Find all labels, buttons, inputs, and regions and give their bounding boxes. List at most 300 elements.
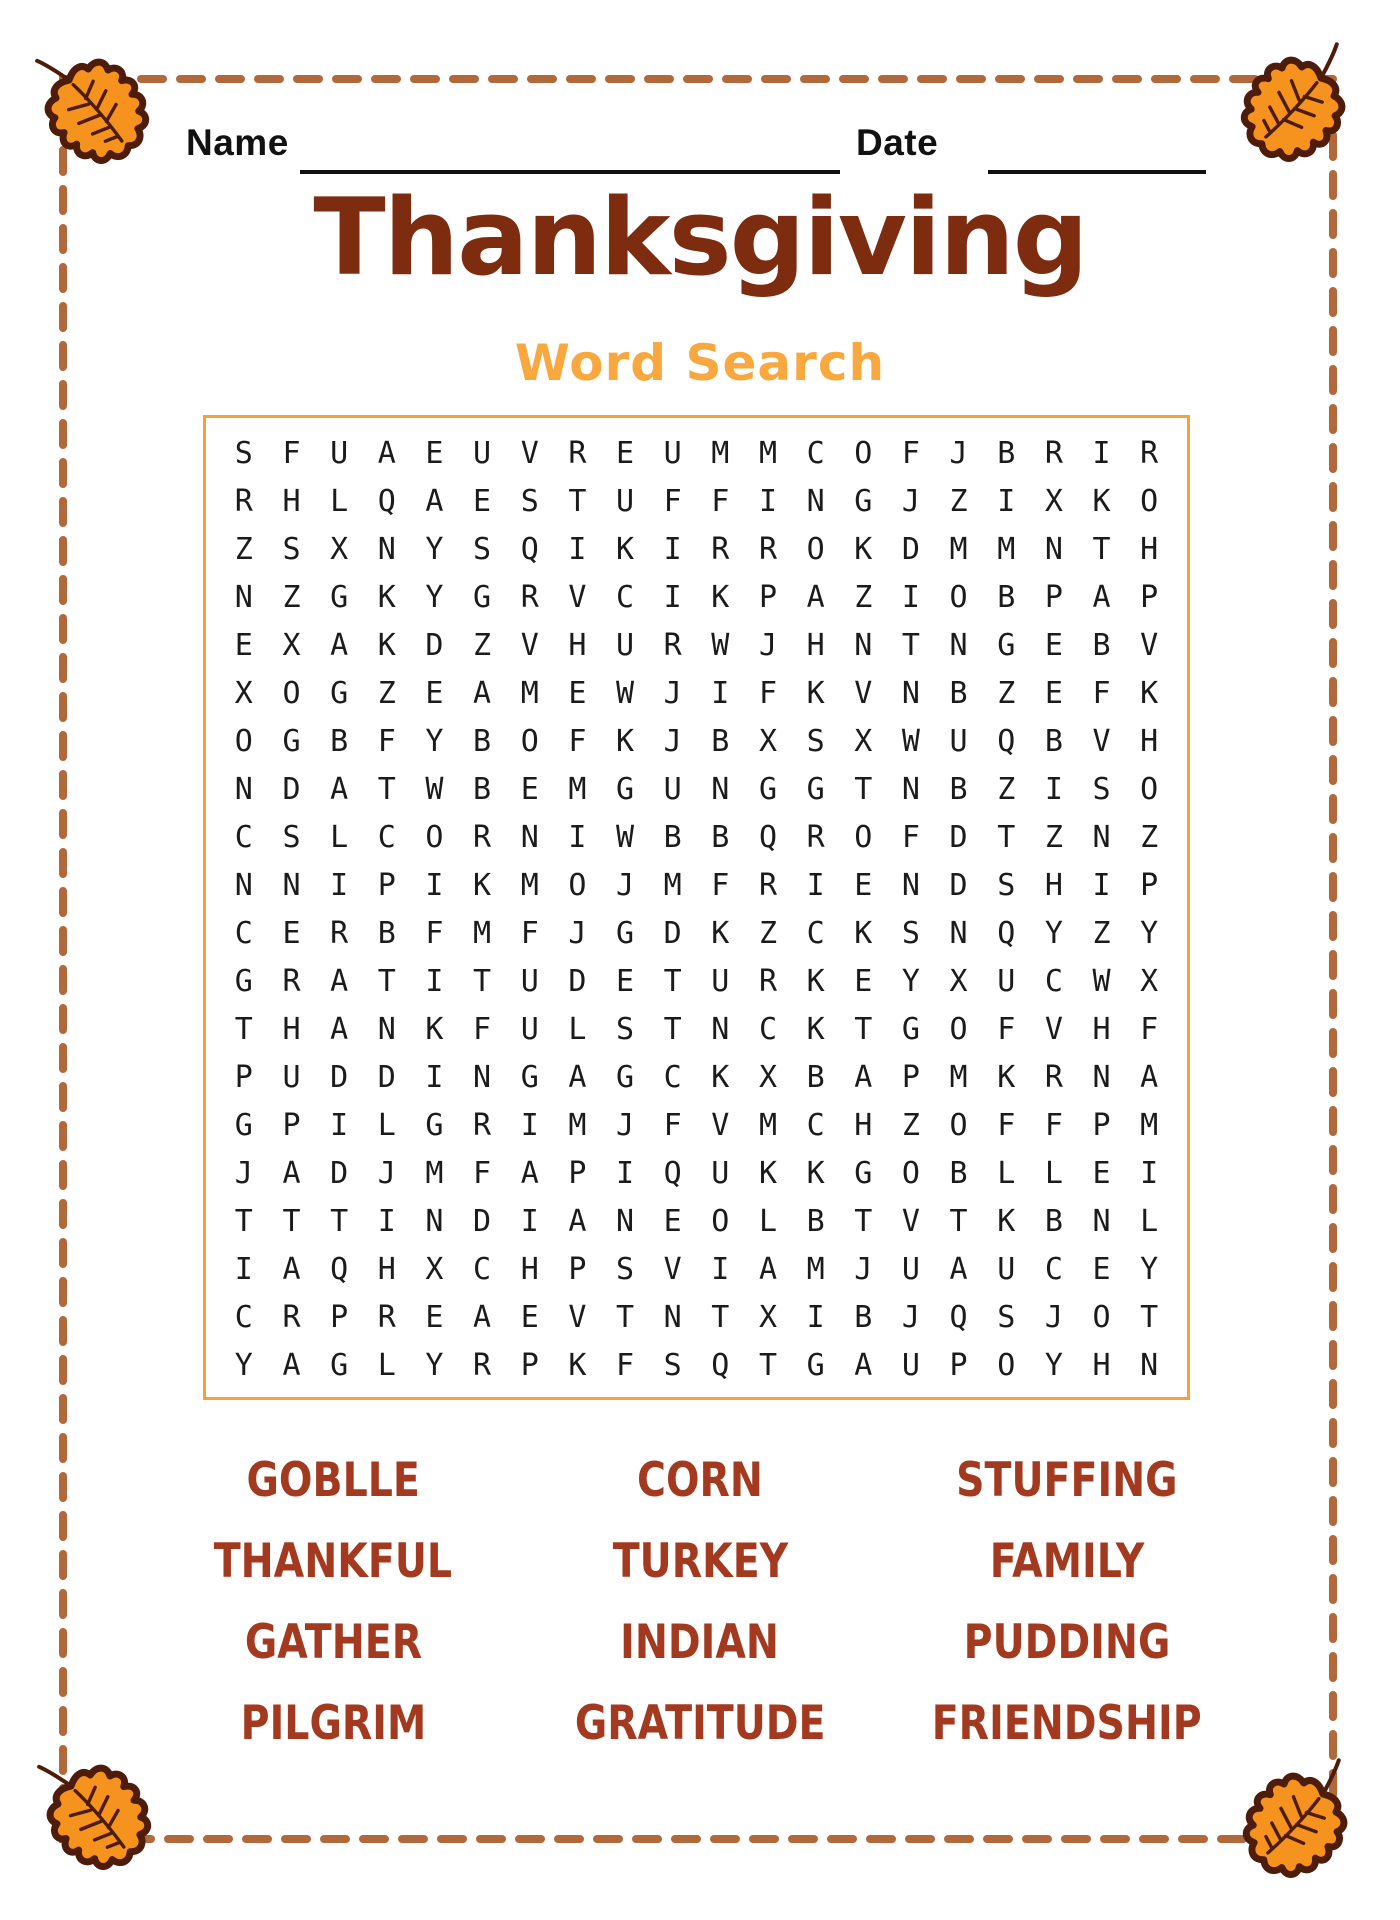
grid-letter: B	[949, 772, 968, 808]
grid-letter: Q	[997, 724, 1016, 760]
grid-letter: B	[1044, 724, 1063, 760]
grid-letter: F	[663, 484, 682, 520]
grid-letter: F	[711, 484, 730, 520]
grid-letter: J	[901, 484, 920, 520]
grid-letter: I	[425, 1059, 444, 1095]
grid-letter: I	[520, 1203, 539, 1239]
grid-letter: V	[711, 1107, 730, 1143]
grid-letter: I	[568, 820, 587, 856]
grid-letter: A	[330, 963, 349, 999]
grid-letter: T	[854, 1203, 873, 1239]
oak-leaf-icon	[20, 1732, 170, 1882]
grid-letter: G	[234, 1107, 253, 1143]
grid-letter: B	[806, 1059, 825, 1095]
grid-letter: I	[234, 1251, 253, 1287]
grid-letter: E	[425, 1299, 444, 1335]
grid-letter: S	[520, 484, 539, 520]
grid-letter: I	[520, 1107, 539, 1143]
grid-letter: O	[568, 868, 587, 904]
grid-letter: N	[901, 676, 920, 712]
grid-letter: X	[425, 1251, 444, 1287]
grid-letter: K	[377, 628, 396, 664]
grid-letter: B	[330, 724, 349, 760]
grid-letter: K	[615, 532, 635, 568]
grid-letter: I	[1044, 772, 1063, 808]
grid-letter: G	[615, 1059, 635, 1095]
grid-letter: W	[615, 820, 635, 856]
page-subtitle: Word Search	[514, 334, 886, 392]
grid-letter: A	[568, 1059, 587, 1095]
grid-letter: R	[568, 436, 587, 472]
grid-letter: Y	[234, 1347, 253, 1383]
grid-letter: F	[758, 676, 777, 712]
grid-letter: U	[901, 1251, 920, 1287]
grid-letter: X	[854, 724, 873, 760]
grid-letter: T	[949, 1203, 968, 1239]
grid-letter: Z	[282, 580, 301, 616]
grid-letter: N	[1092, 1203, 1111, 1239]
grid-letter: G	[330, 580, 349, 616]
grid-letter: O	[1140, 484, 1159, 520]
grid-letter: N	[473, 1059, 492, 1095]
grid-letter: I	[615, 1155, 635, 1191]
grid-letter: X	[758, 724, 777, 760]
grid-letter: N	[1140, 1347, 1159, 1383]
grid-letter: M	[568, 1107, 587, 1143]
grid-letter: M	[758, 436, 777, 472]
grid-letter: P	[330, 1299, 349, 1335]
grid-letter: F	[568, 724, 587, 760]
grid-letter: D	[330, 1059, 349, 1095]
word-list-item: GOBLLE	[246, 1453, 420, 1508]
grid-letter: I	[377, 1203, 396, 1239]
grid-letter: O	[949, 1107, 968, 1143]
grid-letter: P	[282, 1107, 301, 1143]
grid-letter: L	[1044, 1155, 1063, 1191]
grid-letter: Y	[425, 724, 444, 760]
grid-letter: S	[615, 1011, 635, 1047]
grid-letter: J	[1044, 1299, 1063, 1335]
grid-letter: U	[663, 772, 682, 808]
grid-letter: G	[806, 1347, 825, 1383]
grid-letter: Z	[997, 772, 1016, 808]
grid-letter: I	[806, 868, 825, 904]
grid-letter: N	[901, 772, 920, 808]
grid-letter: N	[282, 868, 301, 904]
grid-letter: G	[806, 772, 825, 808]
grid-letter: Z	[949, 484, 968, 520]
grid-letter: C	[1044, 1251, 1063, 1287]
grid-letter: S	[997, 1299, 1016, 1335]
grid-letter: N	[377, 532, 396, 568]
grid-letter: H	[568, 628, 587, 664]
oak-leaf-icon	[18, 28, 168, 178]
grid-letter: O	[901, 1155, 920, 1191]
grid-letter: D	[901, 532, 920, 568]
grid-letter: G	[901, 1011, 920, 1047]
grid-letter: R	[330, 915, 349, 951]
grid-letter: N	[663, 1299, 682, 1335]
grid-letter: T	[377, 963, 396, 999]
grid-letter: I	[1092, 436, 1111, 472]
grid-letter: Z	[758, 915, 777, 951]
grid-letter: E	[520, 1299, 539, 1335]
grid-letter: J	[663, 676, 682, 712]
grid-letter: J	[615, 1107, 635, 1143]
grid-letter: S	[806, 724, 825, 760]
grid-letter: R	[711, 532, 730, 568]
grid-letter: T	[377, 772, 396, 808]
grid-letter: A	[1092, 580, 1111, 616]
grid-letter: Z	[1140, 820, 1159, 856]
grid-letter: X	[949, 963, 968, 999]
grid-letter: J	[377, 1155, 396, 1191]
grid-letter: A	[282, 1251, 301, 1287]
grid-letter: J	[663, 724, 682, 760]
grid-letter: K	[806, 676, 825, 712]
grid-letter: P	[901, 1059, 920, 1095]
grid-letter: Q	[997, 915, 1016, 951]
word-list-item: GRATITUDE	[574, 1696, 826, 1751]
grid-letter: M	[520, 676, 539, 712]
grid-letter: V	[520, 436, 539, 472]
grid-letter: A	[1140, 1059, 1159, 1095]
grid-letter: T	[663, 963, 682, 999]
grid-letter: E	[425, 436, 444, 472]
grid-letter: I	[330, 1107, 349, 1143]
word-list-item: CORN	[636, 1453, 763, 1508]
grid-letter: I	[901, 580, 920, 616]
grid-letter: V	[1044, 1011, 1063, 1047]
grid-letter: I	[425, 868, 444, 904]
grid-letter: I	[663, 532, 682, 568]
grid-letter: V	[568, 580, 587, 616]
grid-letter: F	[997, 1107, 1016, 1143]
grid-letter: E	[1092, 1251, 1111, 1287]
grid-letter: P	[377, 868, 396, 904]
grid-letter: X	[234, 676, 253, 712]
grid-letter: K	[997, 1203, 1016, 1239]
grid-letter: L	[377, 1347, 396, 1383]
grid-letter: G	[854, 1155, 873, 1191]
grid-letter: B	[806, 1203, 825, 1239]
grid-letter: B	[711, 724, 730, 760]
grid-letter: U	[663, 436, 682, 472]
grid-letter: N	[901, 868, 920, 904]
grid-letter: C	[615, 580, 635, 616]
grid-letter: L	[1140, 1203, 1159, 1239]
grid-letter: T	[1140, 1299, 1159, 1335]
grid-letter: V	[520, 628, 539, 664]
word-list	[150, 1440, 1250, 1764]
grid-letter: V	[901, 1203, 920, 1239]
grid-letter: R	[758, 868, 777, 904]
grid-letter: R	[663, 628, 682, 664]
grid-letter: J	[949, 436, 968, 472]
grid-letter: B	[997, 580, 1016, 616]
grid-letter: N	[234, 580, 253, 616]
grid-letter: P	[1140, 868, 1159, 904]
grid-letter: R	[520, 580, 539, 616]
grid-letter: F	[997, 1011, 1016, 1047]
grid-letter: L	[997, 1155, 1016, 1191]
grid-letter: K	[854, 532, 873, 568]
grid-letter: V	[663, 1251, 682, 1287]
grid-letter: N	[377, 1011, 396, 1047]
grid-letter: H	[282, 484, 301, 520]
grid-letter: K	[997, 1059, 1016, 1095]
grid-letter: B	[949, 1155, 968, 1191]
grid-letter: K	[425, 1011, 444, 1047]
grid-letter: F	[520, 915, 539, 951]
grid-letter: X	[282, 628, 301, 664]
grid-letter: F	[1092, 676, 1111, 712]
grid-letter: I	[806, 1299, 825, 1335]
grid-letter: F	[473, 1155, 492, 1191]
grid-letter: E	[473, 484, 492, 520]
grid-letter: P	[568, 1155, 587, 1191]
grid-letter: T	[901, 628, 920, 664]
grid-letter: H	[1092, 1347, 1111, 1383]
grid-letter: F	[615, 1347, 635, 1383]
grid-letter: O	[949, 580, 968, 616]
grid-letter: X	[758, 1059, 777, 1095]
grid-letter: M	[663, 868, 682, 904]
grid-letter: U	[901, 1347, 920, 1383]
grid-letter: E	[520, 772, 539, 808]
grid-letter: C	[806, 915, 825, 951]
grid-letter: K	[377, 580, 396, 616]
grid-letter: A	[806, 580, 825, 616]
grid-letter: Y	[1140, 915, 1159, 951]
grid-letter: R	[758, 963, 777, 999]
grid-letter: E	[1044, 628, 1063, 664]
grid-letter: U	[615, 484, 635, 520]
grid-letter: L	[758, 1203, 777, 1239]
grid-letter: N	[425, 1203, 444, 1239]
grid-letter: C	[234, 915, 253, 951]
grid-letter: K	[806, 1011, 825, 1047]
grid-letter: R	[806, 820, 825, 856]
grid-letter: D	[282, 772, 301, 808]
word-list-item: GATHER	[244, 1615, 422, 1670]
grid-letter: N	[234, 868, 253, 904]
name-label: Name	[186, 122, 289, 163]
grid-letter: S	[282, 532, 301, 568]
grid-letter: O	[520, 724, 539, 760]
grid-letter: A	[473, 1299, 492, 1335]
grid-letter: N	[949, 628, 968, 664]
grid-letter: O	[425, 820, 444, 856]
grid-letter: C	[1044, 963, 1063, 999]
grid-letter: R	[1044, 436, 1063, 472]
grid-letter: Z	[1092, 915, 1111, 951]
grid-letter: A	[949, 1251, 968, 1287]
grid-letter: K	[1092, 484, 1111, 520]
grid-letter: N	[1092, 1059, 1111, 1095]
grid-letter: R	[377, 1299, 396, 1335]
grid-letter: Y	[425, 532, 444, 568]
grid-letter: R	[282, 1299, 301, 1335]
grid-letter: M	[568, 772, 587, 808]
grid-letter: C	[377, 820, 396, 856]
grid-letter: E	[568, 676, 587, 712]
grid-letter: K	[806, 963, 825, 999]
grid-letter: E	[1044, 676, 1063, 712]
grid-letter: J	[568, 915, 587, 951]
grid-letter: E	[663, 1203, 682, 1239]
grid-letter: A	[854, 1347, 873, 1383]
grid-letter: X	[758, 1299, 777, 1335]
grid-letter: K	[711, 580, 730, 616]
grid-letter: E	[425, 676, 444, 712]
grid-letter: N	[1044, 532, 1063, 568]
oak-leaf-icon	[1222, 26, 1372, 176]
grid-letter: A	[425, 484, 444, 520]
grid-letter: L	[330, 484, 349, 520]
grid-letter: Q	[711, 1347, 730, 1383]
grid-letter: Z	[901, 1107, 920, 1143]
grid-letter: T	[854, 1011, 873, 1047]
grid-letter: N	[806, 484, 825, 520]
grid-letter: Z	[234, 532, 253, 568]
grid-letter: P	[520, 1347, 539, 1383]
grid-letter: A	[854, 1059, 873, 1095]
grid-letter: J	[758, 628, 777, 664]
grid-letter: F	[901, 820, 920, 856]
grid-letter: T	[473, 963, 492, 999]
grid-letter: C	[473, 1251, 492, 1287]
grid-letter: T	[997, 820, 1016, 856]
grid-letter: F	[425, 915, 444, 951]
grid-letter: D	[949, 868, 968, 904]
grid-letter: A	[330, 628, 349, 664]
grid-letter: B	[377, 915, 396, 951]
grid-letter: M	[949, 1059, 968, 1095]
grid-letter: Z	[377, 676, 396, 712]
grid-letter: Y	[425, 580, 444, 616]
grid-letter: M	[997, 532, 1016, 568]
grid-letter: K	[615, 724, 635, 760]
grid-letter: P	[234, 1059, 253, 1095]
grid-letter: H	[1140, 532, 1159, 568]
grid-letter: E	[854, 868, 873, 904]
grid-letter: G	[615, 915, 635, 951]
grid-letter: W	[615, 676, 635, 712]
grid-letter: B	[473, 724, 492, 760]
grid-letter: U	[711, 963, 730, 999]
grid-letter: G	[758, 772, 777, 808]
grid-letter: R	[758, 532, 777, 568]
grid-letter: V	[568, 1299, 587, 1335]
grid-letter: C	[663, 1059, 682, 1095]
grid-letter: L	[377, 1107, 396, 1143]
grid-letter: T	[282, 1203, 301, 1239]
grid-letter: V	[1140, 628, 1159, 664]
grid-letter: T	[568, 484, 587, 520]
grid-letter: B	[1092, 628, 1111, 664]
grid-letter: J	[854, 1251, 873, 1287]
word-search-grid	[203, 415, 1190, 1400]
grid-letter: Z	[1044, 820, 1063, 856]
grid-letter: K	[473, 868, 492, 904]
grid-letter: U	[711, 1155, 730, 1191]
grid-letter: B	[949, 676, 968, 712]
grid-letter: H	[377, 1251, 396, 1287]
grid-letter: G	[330, 676, 349, 712]
grid-letter: O	[854, 820, 873, 856]
grid-letter: I	[425, 963, 444, 999]
grid-letter: J	[234, 1155, 253, 1191]
grid-letter: E	[615, 963, 635, 999]
grid-letter: U	[282, 1059, 301, 1095]
grid-letter: C	[758, 1011, 777, 1047]
grid-letter: A	[282, 1155, 301, 1191]
grid-letter: E	[615, 436, 635, 472]
grid-letter: T	[615, 1299, 635, 1335]
grid-letter: U	[949, 724, 968, 760]
grid-letter: F	[1140, 1011, 1159, 1047]
grid-letter: M	[520, 868, 539, 904]
grid-letter: O	[711, 1203, 730, 1239]
grid-letter: N	[615, 1203, 635, 1239]
grid-letter: Q	[330, 1251, 349, 1287]
grid-letter: O	[1140, 772, 1159, 808]
grid-letter: Y	[1044, 1347, 1063, 1383]
word-list-item: STUFFING	[955, 1453, 1178, 1508]
grid-letter: X	[1044, 484, 1063, 520]
grid-letter: T	[234, 1203, 253, 1239]
grid-letter: I	[1140, 1155, 1159, 1191]
grid-letter: U	[330, 436, 349, 472]
grid-letter: I	[663, 580, 682, 616]
grid-letter: K	[568, 1347, 587, 1383]
grid-letter: I	[997, 484, 1016, 520]
grid-letter: J	[901, 1299, 920, 1335]
grid-letter: U	[997, 963, 1016, 999]
word-list-item: PILGRIM	[240, 1696, 427, 1751]
grid-letter: T	[1092, 532, 1111, 568]
grid-letter: S	[1092, 772, 1111, 808]
grid-letter: N	[854, 628, 873, 664]
grid-letter: F	[377, 724, 396, 760]
grid-letter: P	[1044, 580, 1063, 616]
grid-letter: P	[758, 580, 777, 616]
word-list-item: FRIENDSHIP	[931, 1696, 1202, 1751]
grid-letter: O	[806, 532, 825, 568]
grid-letter: B	[473, 772, 492, 808]
grid-letter: U	[473, 436, 492, 472]
grid-letter: E	[854, 963, 873, 999]
grid-letter: H	[282, 1011, 301, 1047]
grid-letter: O	[949, 1011, 968, 1047]
grid-letter: F	[663, 1107, 682, 1143]
grid-letter: N	[1092, 820, 1111, 856]
grid-letter: A	[473, 676, 492, 712]
grid-letter: Y	[1044, 915, 1063, 951]
grid-letter: O	[997, 1347, 1016, 1383]
grid-letter: A	[568, 1203, 587, 1239]
grid-letter: N	[520, 820, 539, 856]
grid-letter: C	[234, 820, 253, 856]
grid-letter: C	[806, 1107, 825, 1143]
grid-letter: T	[711, 1299, 730, 1335]
grid-letter: I	[568, 532, 587, 568]
grid-letter: U	[520, 963, 539, 999]
grid-letter: G	[615, 772, 635, 808]
grid-letter: U	[997, 1251, 1016, 1287]
grid-letter: U	[520, 1011, 539, 1047]
